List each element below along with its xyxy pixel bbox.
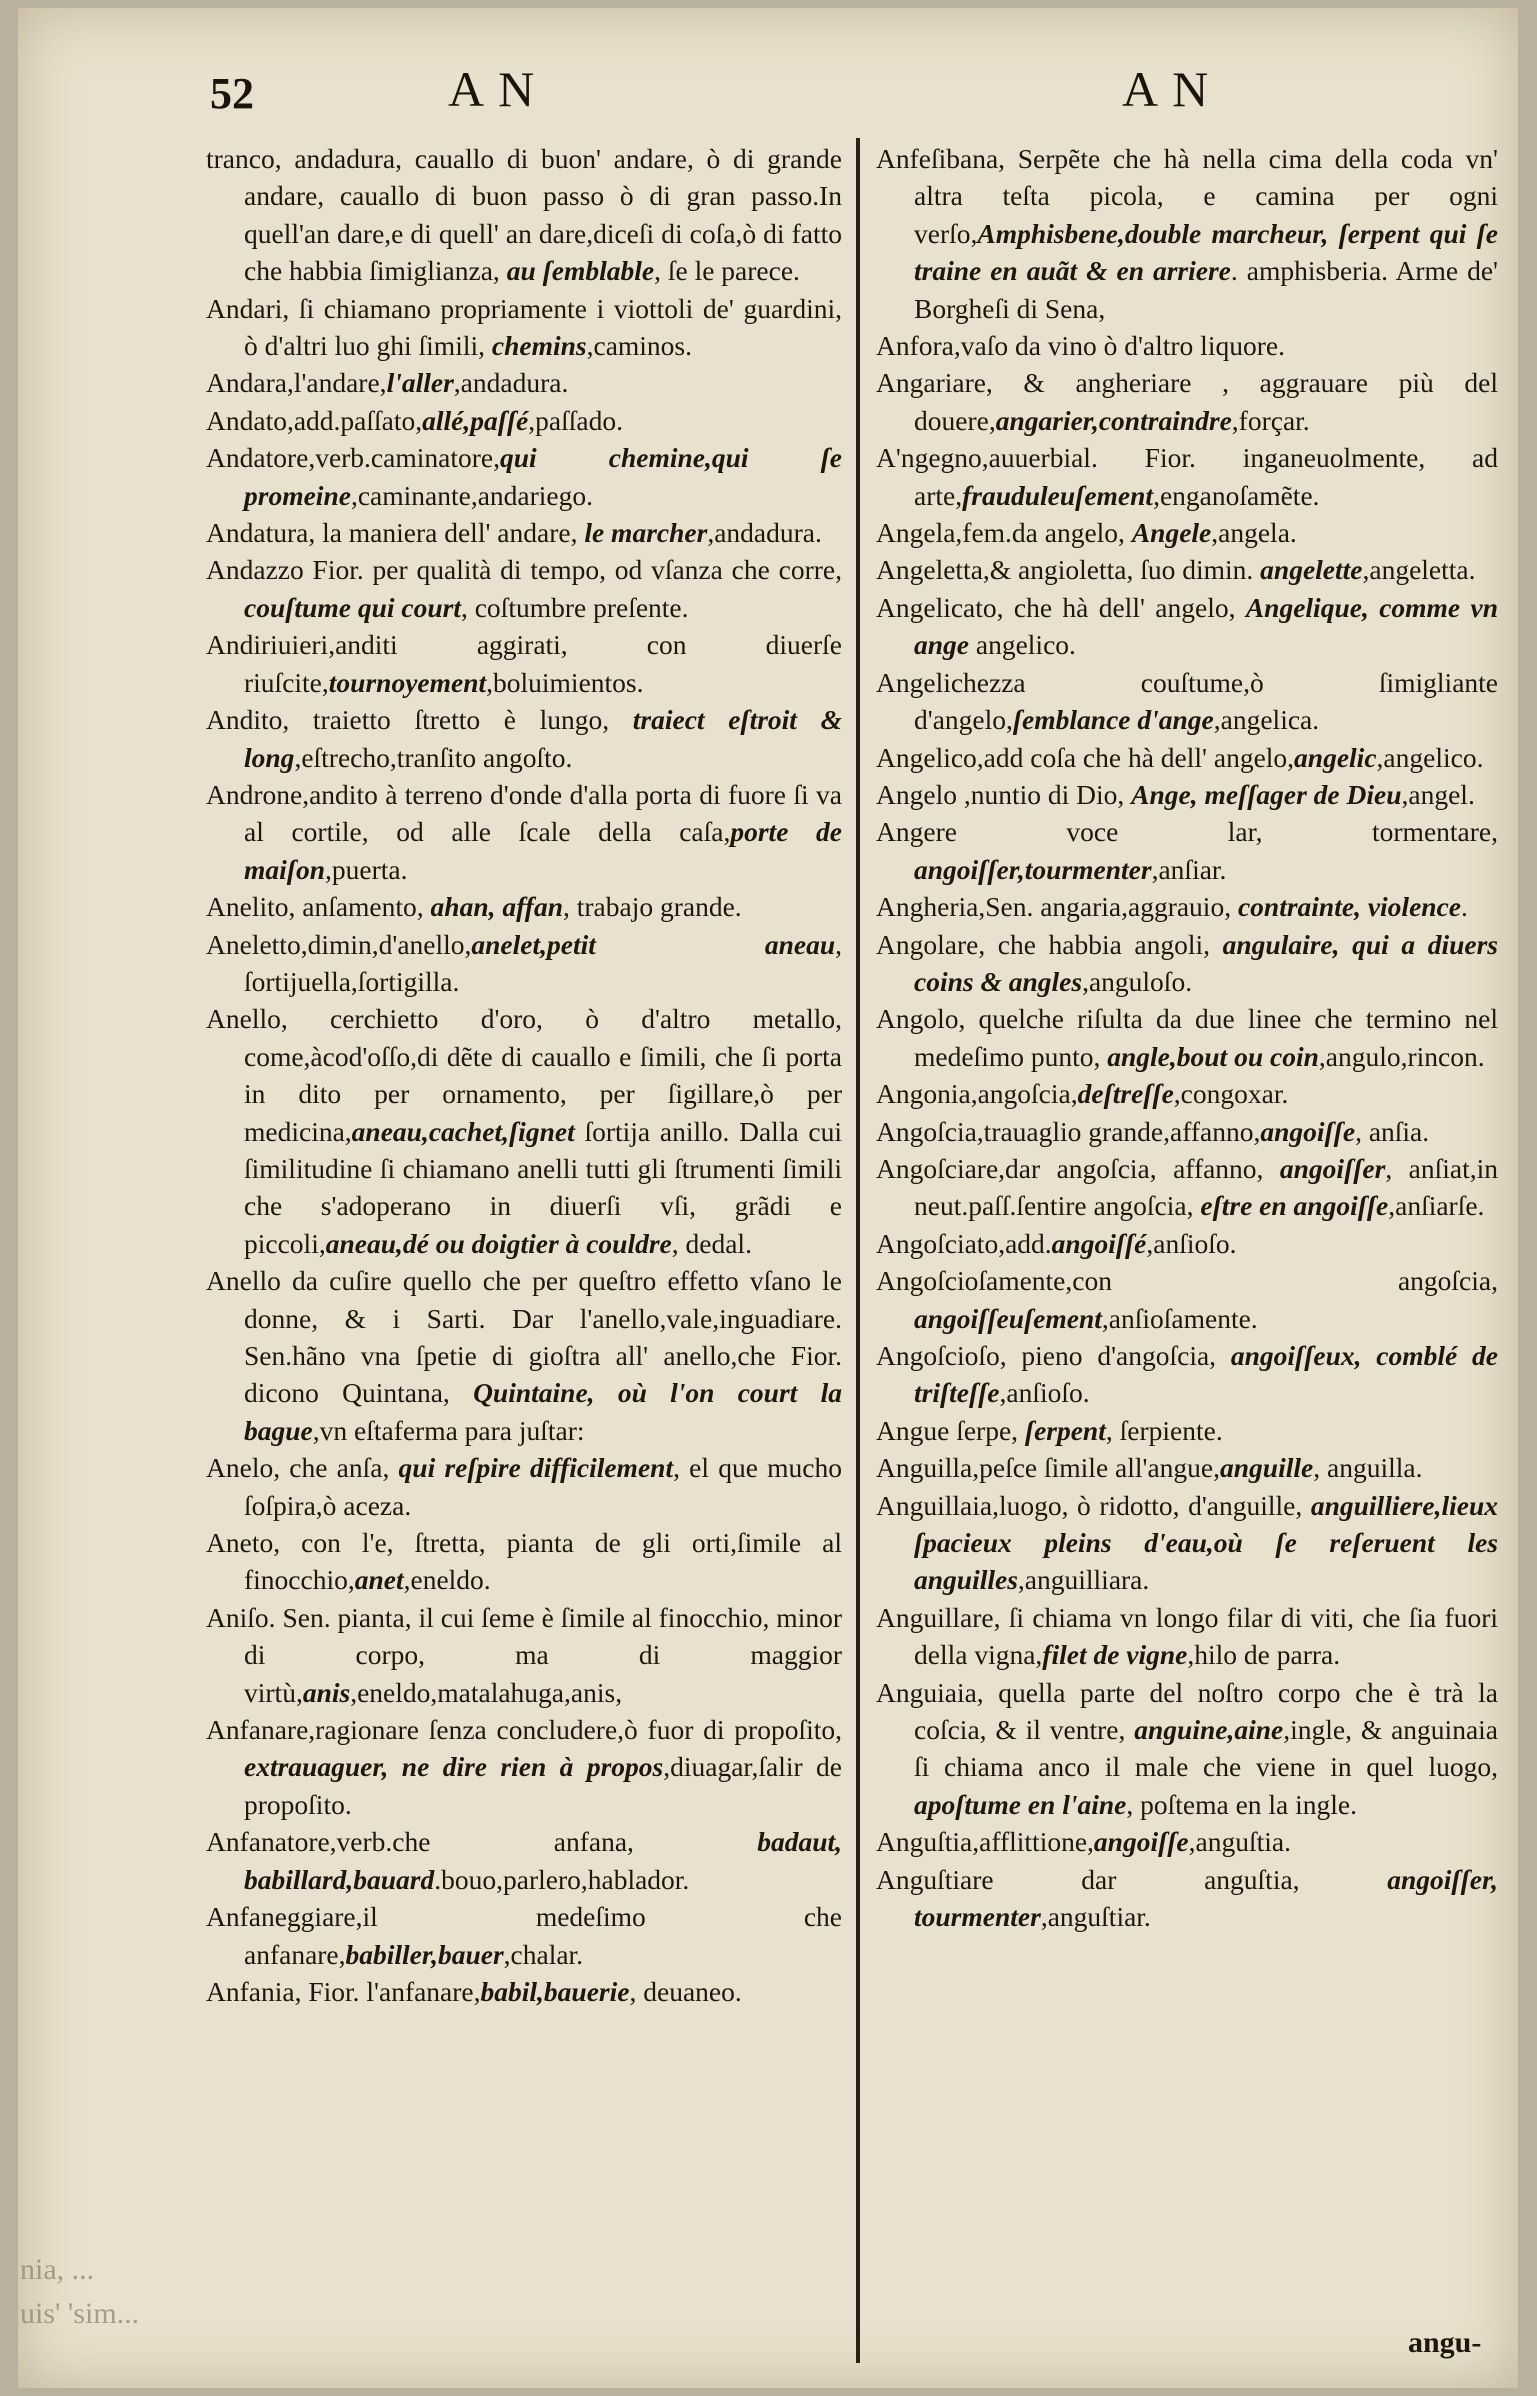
bleed-through-text — [20, 2248, 139, 2336]
entry-text: , anguilla. — [1313, 1452, 1423, 1484]
entry-text: Andatura, la maniera dell' andare, — [206, 517, 585, 549]
entry-text: , trabajo grande. — [562, 891, 742, 923]
french-equivalent: couſtume qui court — [244, 591, 461, 623]
french-equivalent: aneau,cachet,ſignet — [351, 1115, 575, 1147]
french-equivalent: ſerpent — [1024, 1414, 1106, 1446]
entry-text: Anguiaia, quella parte del noſtro corpo che è trà la coſcia, & il ventre, — [876, 1676, 1498, 1746]
dictionary-entry — [206, 290, 842, 365]
entry-text: Angoſcioſo, pieno d'angoſcia, — [876, 1340, 1231, 1371]
dictionary-entry — [876, 1075, 1498, 1112]
french-equivalent: Angelique, comme vn ange — [914, 591, 1498, 661]
entry-text: ,puerta. — [324, 853, 408, 885]
french-equivalent: anguilliere,lieux ſpacieux pleins d'eau,où ſe reſeruent les anguilles — [914, 1489, 1498, 1596]
entry-text: Anfanatore,verb.che anfana, — [206, 1826, 758, 1858]
entry-text: , ſe le parece. — [654, 255, 800, 287]
entry-text: , anſiat,in neut.paſſ.ſentire angoſcia, — [914, 1152, 1498, 1222]
entry-text: ,eneldo. — [403, 1564, 491, 1596]
entry-text: ,andadura. — [453, 367, 569, 399]
entry-text: ,chalar. — [503, 1938, 584, 1970]
bleed-line: nia, ... — [20, 2253, 95, 2286]
entry-text: Anguillare, ſi chiama vn longo filar di viti, che ſia fuori della vigna, — [876, 1601, 1498, 1671]
entry-text: ,eneldo,matalahuga,anis, — [350, 1676, 623, 1708]
dictionary-entry — [206, 1823, 842, 1898]
entry-text: Angela,fem.da angelo, — [876, 517, 1132, 549]
dictionary-entry — [206, 514, 842, 551]
entry-text: ,angeletta. — [1362, 554, 1476, 586]
dictionary-entry — [206, 1000, 842, 1262]
french-equivalent: traiect eſtroit & long — [244, 704, 842, 773]
dictionary-entry — [876, 1449, 1498, 1486]
entry-text: Angelo ,nuntio di Dio, — [876, 778, 1132, 810]
entry-text: ſortija anillo. Dalla cui ſimilitudine ſi chiamano anelli tutti gli ſtrumenti ſimili che s'adoperano in diuerſi vſi, grãdi e piccoli, — [244, 1115, 842, 1259]
french-equivalent: aneau,dé ou doigtier à couldre — [325, 1227, 672, 1259]
entry-text: A'ngegno,auuerbial. Fior. inganeuolmente, ad arte, — [876, 442, 1498, 511]
entry-text: Angheria,Sen. angaria,aggrauio, — [876, 891, 1238, 923]
dictionary-entry — [876, 1823, 1498, 1860]
entry-text: Anfeſibana, Serpẽte che hà nella cima della coda vn' altra teſta picola, e camina per ogni verſo, — [876, 143, 1498, 249]
dictionary-entry — [206, 140, 842, 290]
dictionary-entry — [876, 514, 1498, 551]
dictionary-entry — [206, 1262, 842, 1449]
dictionary-entry — [876, 1150, 1498, 1225]
dictionary-entry — [206, 926, 842, 1001]
entry-text: . — [1460, 891, 1468, 923]
entry-text: . amphisberia. Arme de' Borgheſi di Sena, — [914, 255, 1498, 324]
french-equivalent: tournoyement — [328, 666, 487, 698]
entry-text: Andatore,verb.caminatore, — [206, 442, 500, 474]
entry-text: , anſia. — [1355, 1115, 1430, 1147]
french-equivalent: angle,bout ou coin — [1107, 1040, 1319, 1072]
entry-text: Angoſciare,dar angoſcia, affanno, — [876, 1152, 1280, 1184]
dictionary-entry — [206, 701, 842, 776]
entry-text: Andito, traietto ſtretto è lungo, — [206, 704, 633, 736]
entry-text: .bouo,parlero,hablador. — [434, 1863, 690, 1895]
entry-text: Angelico,add coſa che hà dell' angelo, — [876, 741, 1295, 773]
french-equivalent: Angele — [1131, 517, 1212, 549]
dictionary-entry — [876, 813, 1498, 888]
french-equivalent: angarier,contraindre — [995, 404, 1232, 436]
dictionary-entry — [206, 888, 842, 925]
entry-text: angelico. — [969, 629, 1076, 661]
french-equivalent: allé,paſſé — [422, 404, 529, 436]
entry-text: ,andadura. — [707, 517, 822, 549]
entry-text: ,paſſado. — [528, 404, 623, 436]
french-equivalent: le marcher — [584, 517, 708, 549]
dictionary-entry — [876, 589, 1498, 664]
entry-text: , ſortijuella,ſortigilla. — [244, 928, 842, 997]
french-equivalent: anis — [302, 1676, 351, 1708]
entry-text: Androne,andito à terreno d'onde d'alla porta di fuore ſi va al cortile, od alle ſcale della caſa, — [206, 778, 842, 848]
entry-text: ,anſioſamente. — [1101, 1302, 1258, 1334]
entry-text: Andara,l'andare, — [206, 367, 387, 399]
entry-text: ,angelico. — [1376, 741, 1484, 773]
entry-text: Aneto, con l'e, ſtretta, pianta de gli orti,ſimile al finocchio, — [206, 1527, 842, 1596]
entry-text: Angelicato, che hà dell' angelo, — [876, 591, 1246, 623]
dictionary-entry — [206, 439, 842, 514]
entry-text: ,anguloſo. — [1082, 965, 1193, 997]
entry-text: tranco, andadura, cauallo di buon' andare, ò di grande andare, cauallo di buon passo ò di gran passo.In quell'an dare,e di quell' an dare,diceſi di coſa,ò di fatto che habbia ſimiglianza, — [206, 143, 842, 287]
entry-text: Angariare, & angheriare , aggrauare più del douere, — [876, 367, 1498, 436]
dictionary-entry — [206, 364, 842, 401]
entry-text: , deuaneo. — [629, 1975, 742, 2007]
entry-text: ,anſioſo. — [999, 1377, 1090, 1409]
entry-text: Angue ſerpe, — [876, 1414, 1025, 1446]
entry-text: Anfaneggiare,il medeſimo che anfanare, — [206, 1901, 842, 1970]
french-equivalent: angoiſſer — [1279, 1152, 1386, 1184]
entry-text: Anguſtiare dar anguſtia, — [876, 1863, 1388, 1895]
entry-text: ,enganoſamẽte. — [1153, 479, 1320, 511]
dictionary-entry — [206, 1599, 842, 1711]
dictionary-entry — [206, 402, 842, 439]
entry-text: ,angelica. — [1213, 704, 1320, 736]
french-equivalent: contrainte, violence — [1237, 891, 1461, 923]
dictionary-entry — [876, 926, 1498, 1001]
french-equivalent: anguine,aine — [1134, 1714, 1284, 1746]
dictionary-entry — [876, 888, 1498, 925]
french-equivalent: ahan, affan — [430, 891, 563, 923]
entry-text: ,diuagar,ſalir de propoſito. — [244, 1751, 842, 1820]
french-equivalent: anet — [354, 1564, 404, 1596]
dictionary-entry — [206, 1898, 842, 1973]
french-equivalent: extrauaguer, ne dire rien à propos — [244, 1751, 664, 1783]
entry-text: Anguillaia,luogo, ò ridotto, d'anguille, — [876, 1489, 1311, 1521]
french-equivalent: Ange, meſſager de Dieu — [1131, 778, 1402, 810]
entry-text: , el que mucho ſoſpira,ò aceza. — [244, 1452, 842, 1521]
entry-text: ,anſiar. — [1151, 853, 1227, 885]
entry-text: Angoſcioſamente,con angoſcia, — [876, 1265, 1498, 1297]
dictionary-entry — [876, 1599, 1498, 1674]
french-equivalent: angoiſſe — [1093, 1826, 1189, 1858]
entry-text: Andiriuieri,anditi aggirati, con diuerſe riuſcite, — [206, 629, 842, 698]
dictionary-entry — [876, 776, 1498, 813]
french-equivalent: l'aller — [386, 367, 454, 399]
entry-text: Aneletto,dimin,d'anello, — [206, 928, 472, 960]
left-column — [206, 140, 842, 2010]
entry-text: Anello da cuſire quello che per queſtro effetto vſano le donne, & i Sarti. Dar l'anello,vale,inguadiare. Sen.hãno vna ſpetie di gioſtra all' anello,che Fior. dicono Quintana, — [206, 1265, 842, 1409]
french-equivalent: apoſtume en l'aine — [914, 1788, 1127, 1820]
french-equivalent: qui reſpire difficilement — [398, 1452, 674, 1484]
left-running-head: AN — [448, 61, 549, 117]
entry-text: ,angulo,rincon. — [1318, 1040, 1485, 1072]
entry-text: Angoſciato,add. — [876, 1227, 1052, 1259]
dictionary-entry — [876, 140, 1498, 327]
entry-text: , dedal. — [671, 1227, 752, 1259]
entry-text: Angere voce lar, tormentare, — [876, 816, 1498, 848]
dictionary-entry — [876, 1487, 1498, 1599]
dictionary-entry — [206, 551, 842, 626]
dictionary-entry — [876, 1412, 1498, 1449]
entry-text: ,anguilliara. — [1017, 1564, 1150, 1596]
dictionary-entry — [876, 364, 1498, 439]
entry-text: , coſtumbre preſente. — [460, 591, 689, 623]
right-column — [876, 140, 1498, 1936]
entry-text: ,caminante,andariego. — [350, 479, 593, 511]
dictionary-entry — [206, 1524, 842, 1599]
french-equivalent: angoiſſé — [1051, 1227, 1147, 1259]
entry-text: Anguilla,peſce ſimile all'angue, — [876, 1452, 1221, 1484]
dictionary-entry — [206, 776, 842, 888]
entry-text: ,anguſtiar. — [1040, 1901, 1151, 1933]
entry-text: Andato,add.paſſato, — [206, 404, 423, 436]
bleed-line: uis' 'sim... — [20, 2297, 140, 2330]
entry-text: Angoſcia,trauaglio grande,affanno, — [876, 1115, 1261, 1147]
french-equivalent: angoiſſer, tourmenter — [914, 1863, 1498, 1933]
dictionary-entry — [206, 1449, 842, 1524]
french-equivalent: angoiſſeuſement — [914, 1302, 1102, 1334]
book-page — [18, 8, 1518, 2388]
french-equivalent: au ſemblable — [506, 255, 655, 287]
dictionary-entry — [876, 1225, 1498, 1262]
french-equivalent: Amphisbene,double marcheur, ſerpent qui ſe traine en auãt & en arriere — [914, 217, 1498, 287]
entry-text: Angolare, che habbia angoli, — [876, 928, 1223, 960]
dictionary-entry — [876, 327, 1498, 364]
entry-text: ,ingle, & anguinaia ſi chiama anco il male che viene in quel luogo, — [914, 1714, 1499, 1783]
entry-text: ,caminos. — [586, 330, 693, 362]
dictionary-entry — [876, 1337, 1498, 1412]
entry-text: Andazzo Fior. per qualità di tempo, od vſanza che corre, — [206, 554, 842, 586]
entry-text: Angelichezza couſtume,ò ſimigliante d'angelo, — [876, 666, 1498, 736]
dictionary-entry — [206, 1711, 842, 1823]
column-divider — [856, 138, 860, 2363]
dictionary-entry — [876, 439, 1498, 514]
french-equivalent: anguille — [1220, 1452, 1314, 1484]
entry-text: Anello, cerchietto d'oro, ò d'altro metallo, come,àcod'oſſo,di dẽte di cauallo e ſimili, che ſi porta in dito per ornamento, per ſigillare,ò per medicina, — [206, 1003, 842, 1147]
entry-text: ,angel. — [1401, 778, 1475, 810]
page-number: 52 — [210, 69, 254, 118]
entry-text: , poſtema en la ingle. — [1126, 1788, 1357, 1820]
french-equivalent: angoiſſeux, comblé de triſteſſe — [914, 1340, 1498, 1409]
entry-text: ,hilo de parra. — [1187, 1639, 1341, 1671]
entry-text: Anelito, anſamento, — [206, 891, 431, 923]
entry-text: Angolo, quelche riſulta da due linee che termino nel medeſimo punto, — [876, 1003, 1498, 1072]
french-equivalent: angoiſſe — [1260, 1115, 1356, 1147]
entry-text: Anfania, Fior. l'anfanare, — [206, 1975, 481, 2007]
french-equivalent: ſemblance d'ange — [1012, 704, 1214, 736]
french-equivalent: filet de vigne — [1042, 1639, 1188, 1671]
french-equivalent: angoiſſer,tourmenter — [914, 853, 1152, 885]
entry-text: ,anguſtia. — [1188, 1826, 1291, 1858]
french-equivalent: chemins — [491, 330, 587, 362]
dictionary-entry — [876, 1674, 1498, 1824]
entry-text: Anfora,vaſo da vino ò d'altro liquore. — [876, 330, 1285, 362]
entry-text: Anguſtia,afflittione, — [876, 1826, 1094, 1858]
french-equivalent: anelet,petit aneau — [471, 928, 836, 960]
french-equivalent: deſtreſſe — [1077, 1078, 1174, 1110]
french-equivalent: angelic — [1294, 741, 1377, 773]
dictionary-entry — [876, 664, 1498, 739]
entry-text: Angonia,angoſcia, — [876, 1078, 1078, 1110]
french-equivalent: angulaire, qui a diuers coins & angles — [914, 928, 1498, 997]
entry-text: ,congoxar. — [1173, 1078, 1289, 1110]
entry-text: Anelo, che anſa, — [206, 1452, 399, 1484]
dictionary-entry — [876, 1861, 1498, 1936]
entry-text: , ſerpiente. — [1105, 1414, 1223, 1446]
entry-text: ,forçar. — [1231, 404, 1310, 436]
dictionary-entry — [876, 739, 1498, 776]
page-header — [18, 60, 1518, 130]
entry-text: ,anſiarſe. — [1388, 1190, 1485, 1222]
right-running-head: AN — [1122, 61, 1223, 117]
entry-text: ,boluimientos. — [486, 666, 644, 698]
entry-text: Aniſo. Sen. pianta, il cui ſeme è ſimile al finocchio, minor di corpo, ma di maggior virtù, — [206, 1601, 842, 1708]
french-equivalent: Quintaine, où l'on court la bague — [244, 1377, 842, 1446]
french-equivalent: frauduleuſement — [962, 479, 1154, 511]
dictionary-entry — [876, 1113, 1498, 1150]
catchword: angu- — [1408, 2326, 1482, 2359]
entry-text: Angeletta,& angioletta, ſuo dimin. — [876, 554, 1261, 586]
dictionary-entry — [206, 1973, 842, 2010]
entry-text: ,anſioſo. — [1146, 1227, 1237, 1259]
french-equivalent: angelette — [1260, 554, 1363, 586]
french-equivalent: babil,bauerie — [480, 1975, 630, 2007]
french-equivalent: qui chemine,qui ſe promeine — [244, 442, 842, 511]
dictionary-entry — [876, 551, 1498, 588]
dictionary-entry — [876, 1262, 1498, 1337]
entry-text: Anfanare,ragionare ſenza concludere,ò fuor di propoſito, — [206, 1714, 842, 1746]
dictionary-entry — [876, 1000, 1498, 1075]
entry-text: Andari, ſi chiamano propriamente i viottoli de' guardini, ò d'altri luo ghi ſimili, — [206, 292, 842, 362]
french-equivalent: porte de maiſon — [244, 816, 842, 885]
french-equivalent: eſtre en angoiſſe — [1200, 1190, 1389, 1222]
french-equivalent: badaut, babillard,bauard — [244, 1826, 842, 1895]
entry-text: ,angela. — [1211, 517, 1297, 549]
entry-text: ,eſtrecho,tranſito angoſto. — [294, 741, 573, 773]
dictionary-entry — [206, 626, 842, 701]
french-equivalent: babiller,bauer — [345, 1938, 504, 1970]
entry-text: ,vn eſtaferma para juſtar: — [312, 1414, 585, 1446]
